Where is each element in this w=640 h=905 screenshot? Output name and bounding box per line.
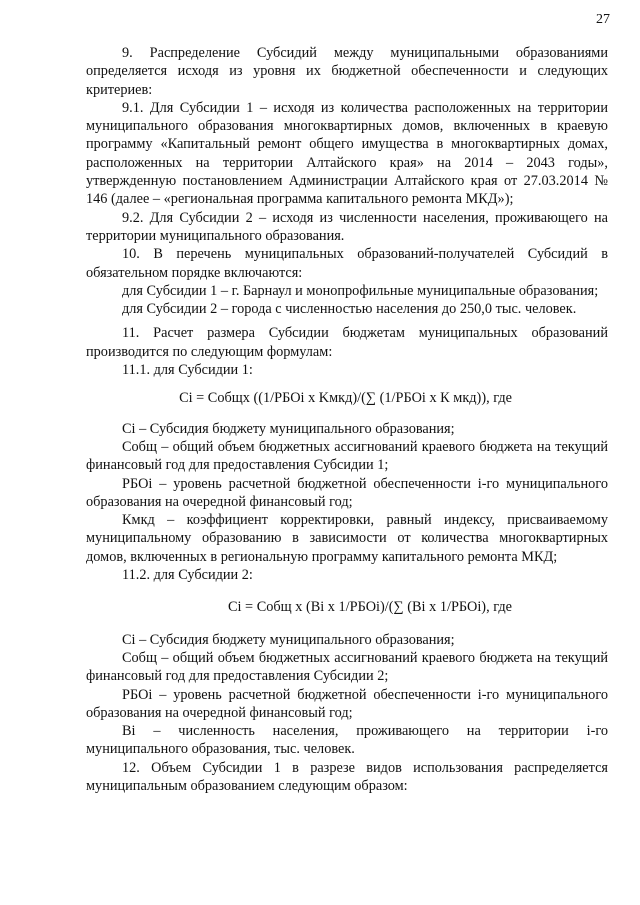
paragraph-11-2: 11.2. для Субсидии 2:	[122, 567, 253, 584]
definition-cobsh-2: Cобщ – общий объем бюджетных ассигнований краевого бюджета на текущий финансовый год для предоставления Субсидии 2;	[86, 649, 608, 685]
paragraph-11-1: 11.1. для Субсидии 1:	[122, 362, 253, 379]
paragraph-9: 9. Распределение Субсидий между муниципальными образованиями определяется исходя из уровня их бюджетной обеспеченности и следующих критериев:	[86, 45, 608, 98]
definition-kmkd: Кмкд – коэффициент корректировки, равный индексу, присваиваемому муниципальному образованию в зависимости от количества многоквартирных домов, включенных в региональную программу капитального ремонта МКД;	[86, 512, 608, 565]
paragraph-10-subsidy-2: для Субсидии 2 – города с численностью населения до 250,0 тыс. человек.	[122, 301, 577, 318]
paragraph-9-2: 9.2. Для Субсидии 2 – исходя из численности населения, проживающего на территории муниципального образования.	[86, 209, 608, 244]
paragraph-11: 11. Расчет размера Субсидии бюджетам муниципальных образований производится по следующим формулам:	[86, 325, 608, 360]
paragraph-12: 12. Объем Субсидии 1 в разрезе видов использования распределяется муниципальным образованием следующим образом:	[86, 759, 608, 794]
definition-rbo-2: РБОi – уровень расчетной бюджетной обеспеченности i-го муниципального образования на очередной финансовый год;	[86, 686, 608, 721]
definition-cobsh-1: Cобщ – общий объем бюджетных ассигнований краевого бюджета на текущий финансовый год для предоставления Субсидии 1;	[86, 438, 608, 474]
formula-subsidy-2: Ci = Cобщ x (Bi x 1/РБОi)/(∑ (Bi x 1/РБОi), где	[227, 599, 512, 616]
definition-ci-1: Ci – Субсидия бюджету муниципального образования;	[122, 420, 455, 437]
document-body	[86, 44, 608, 795]
paragraph-10-subsidy-1: для Субсидии 1 – г. Барнаул и монопрофильные муниципальные образования;	[122, 282, 599, 299]
definition-bi: Bi – численность населения, проживающего на территории i-го муниципального образования, тыс. человек.	[86, 723, 608, 758]
formula-subsidy-1: Ci = Cобщx ((1/РБОi x Kмкд)/(∑ (1/РБОi x К мкд)), где	[179, 390, 512, 407]
definition-rbo-1: РБОi – уровень расчетной бюджетной обеспеченности i-го муниципального образования на очередной финансовый год;	[86, 475, 608, 510]
definition-ci-2: Ci – Субсидия бюджету муниципального образования;	[122, 631, 455, 648]
paragraph-10: 10. В перечень муниципальных образований-получателей Субсидий в обязательном порядке включаются:	[86, 246, 608, 281]
page-number: 27	[596, 12, 610, 27]
paragraph-9-1: 9.1. Для Субсидии 1 – исходя из количества расположенных на территории муниципального образования многоквартирных домов, включенных в краевую программу «Капитальный ремонт общего имущества в многоквартирных домах, расположенных на территории Алтайского края» на 2014 – 2043 годы», утвержденную постановлением Администрации Алтайского края от 27.03.2014 № 146 (далее – «региональная программа капитального ремонта МКД»);	[86, 99, 608, 208]
